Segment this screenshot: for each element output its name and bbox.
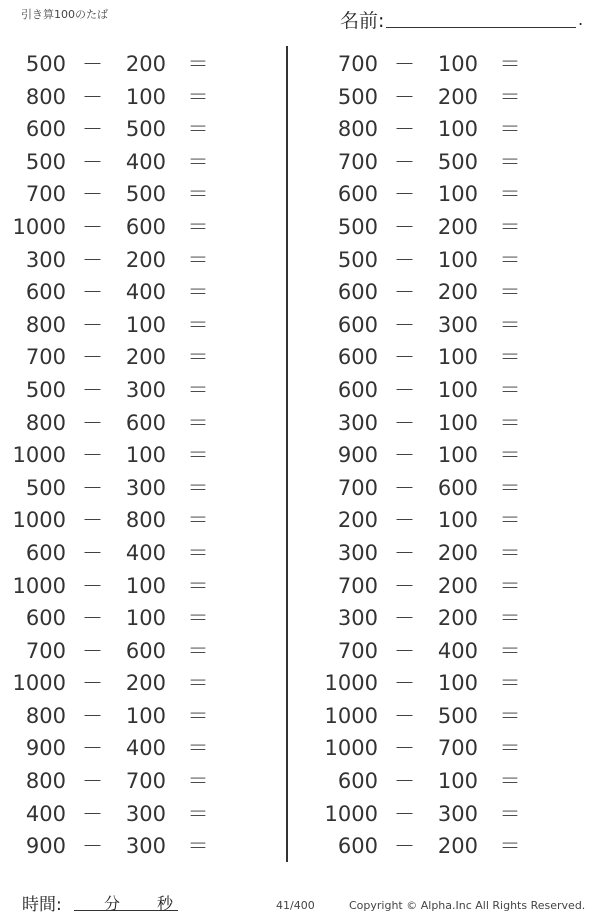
left-problem-column: [0, 48, 270, 863]
equals-sign: ＝: [187, 84, 209, 109]
equals-sign: ＝: [187, 508, 209, 533]
equals-sign: ＝: [187, 703, 209, 728]
equals-sign: ＝: [187, 573, 209, 598]
minus-sign: －: [394, 573, 415, 598]
minuend: 800: [25, 410, 66, 435]
minus-sign: －: [394, 247, 415, 272]
equals-sign: ＝: [187, 377, 209, 402]
column-divider: [286, 46, 288, 862]
minus-sign: －: [394, 443, 415, 468]
minus-sign: －: [394, 84, 415, 109]
subtrahend: 300: [125, 834, 166, 859]
equals-sign: ＝: [499, 377, 521, 402]
equals-sign: ＝: [187, 736, 209, 761]
equals-sign: ＝: [187, 247, 209, 272]
minus-sign: －: [82, 540, 103, 565]
seconds-label: 秒: [157, 894, 174, 913]
minuend: 1000: [324, 801, 378, 826]
subtrahend: 100: [437, 345, 478, 370]
equals-sign: ＝: [187, 443, 209, 468]
minus-sign: －: [82, 606, 103, 631]
subtrahend: 200: [125, 345, 166, 370]
problem-row: [312, 211, 582, 244]
minuend: 500: [25, 377, 66, 402]
equals-sign: ＝: [499, 769, 521, 794]
equals-sign: ＝: [187, 671, 209, 696]
minus-sign: －: [82, 736, 103, 761]
minuend: 600: [25, 280, 66, 305]
problem-row: [312, 537, 582, 570]
subtrahend: 100: [437, 377, 478, 402]
problem-row: [312, 113, 582, 146]
equals-sign: ＝: [499, 671, 521, 696]
minus-sign: －: [82, 247, 103, 272]
minus-sign: －: [394, 410, 415, 435]
minuend: 1000: [324, 736, 378, 761]
time-label: 時間:: [22, 895, 62, 915]
equals-sign: ＝: [499, 84, 521, 109]
equals-sign: ＝: [499, 214, 521, 239]
problem-row: [0, 374, 270, 407]
problem-row: [0, 830, 270, 863]
minus-sign: －: [394, 703, 415, 728]
problem-row: [312, 439, 582, 472]
problem-row: [0, 309, 270, 342]
minuend: 900: [25, 736, 66, 761]
minuend: 500: [337, 214, 378, 239]
equals-sign: ＝: [499, 703, 521, 728]
equals-sign: ＝: [499, 312, 521, 337]
problem-row: [0, 472, 270, 505]
problem-row: [312, 570, 582, 603]
problem-row: [312, 341, 582, 374]
subtrahend: 500: [437, 149, 478, 174]
subtrahend: 100: [437, 671, 478, 696]
subtrahend: 200: [125, 671, 166, 696]
minus-sign: －: [394, 182, 415, 207]
problem-row: [0, 276, 270, 309]
subtrahend: 600: [437, 475, 478, 500]
subtrahend: 200: [125, 247, 166, 272]
minuend: 1000: [324, 671, 378, 696]
subtrahend: 500: [437, 703, 478, 728]
problem-row: [0, 765, 270, 798]
minus-sign: －: [82, 377, 103, 402]
subtrahend: 100: [437, 182, 478, 207]
minus-sign: －: [82, 443, 103, 468]
minuend: 300: [337, 606, 378, 631]
minuend: 700: [337, 573, 378, 598]
equals-sign: ＝: [187, 801, 209, 826]
problem-row: [0, 178, 270, 211]
minuend: 500: [337, 84, 378, 109]
problem-row: [312, 504, 582, 537]
subtrahend: 600: [125, 214, 166, 239]
minuend: 600: [25, 606, 66, 631]
subtrahend: 200: [437, 834, 478, 859]
minus-sign: －: [82, 214, 103, 239]
minuend: 600: [25, 117, 66, 142]
minus-sign: －: [394, 377, 415, 402]
problem-row: [312, 635, 582, 668]
minus-sign: －: [394, 671, 415, 696]
subtrahend: 400: [437, 638, 478, 663]
subtrahend: 200: [125, 52, 166, 76]
minuend: 300: [337, 410, 378, 435]
minuend: 800: [25, 312, 66, 337]
equals-sign: ＝: [187, 606, 209, 631]
minuend: 500: [337, 247, 378, 272]
problem-row: [0, 341, 270, 374]
minus-sign: －: [394, 736, 415, 761]
equals-sign: ＝: [499, 508, 521, 533]
equals-sign: ＝: [187, 52, 209, 76]
equals-sign: ＝: [187, 214, 209, 239]
minuend: 1000: [324, 703, 378, 728]
problem-row: [0, 504, 270, 537]
subtrahend: 100: [125, 573, 166, 598]
subtrahend: 200: [437, 280, 478, 305]
minuend: 1000: [12, 573, 66, 598]
equals-sign: ＝: [499, 801, 521, 826]
problem-row: [312, 732, 582, 765]
subtrahend: 100: [125, 84, 166, 109]
minuend: 800: [25, 769, 66, 794]
minus-sign: －: [82, 345, 103, 370]
subtrahend: 100: [437, 52, 478, 76]
minuend: 200: [337, 508, 378, 533]
minuend: 700: [25, 182, 66, 207]
equals-sign: ＝: [499, 540, 521, 565]
subtrahend: 700: [125, 769, 166, 794]
equals-sign: ＝: [499, 280, 521, 305]
problem-row: [0, 211, 270, 244]
minuend: 900: [25, 834, 66, 859]
problem-row: [0, 244, 270, 277]
worksheet-title: 引き算100のたば: [21, 8, 108, 21]
equals-sign: ＝: [499, 182, 521, 207]
problem-row: [312, 765, 582, 798]
subtrahend: 500: [125, 117, 166, 142]
equals-sign: ＝: [499, 834, 521, 859]
minus-sign: －: [82, 149, 103, 174]
equals-sign: ＝: [187, 540, 209, 565]
subtrahend: 200: [437, 84, 478, 109]
name-trailing-dot: .: [578, 10, 584, 29]
minus-sign: －: [82, 638, 103, 663]
minus-sign: －: [82, 84, 103, 109]
equals-sign: ＝: [187, 475, 209, 500]
subtrahend: 300: [437, 801, 478, 826]
problem-row: [0, 667, 270, 700]
minuend: 600: [337, 345, 378, 370]
subtrahend: 300: [125, 475, 166, 500]
equals-sign: ＝: [187, 638, 209, 663]
subtrahend: 200: [437, 573, 478, 598]
subtrahend: 100: [437, 410, 478, 435]
minuend: 700: [25, 345, 66, 370]
problem-row: [312, 700, 582, 733]
subtrahend: 600: [125, 410, 166, 435]
problem-row: [0, 602, 270, 635]
minus-sign: －: [394, 769, 415, 794]
minuend: 600: [337, 280, 378, 305]
minuend: 500: [25, 475, 66, 500]
problem-row: [0, 439, 270, 472]
name-underline[interactable]: [386, 27, 576, 28]
equals-sign: ＝: [187, 834, 209, 859]
page-number: 41/400: [276, 899, 315, 912]
equals-sign: ＝: [499, 247, 521, 272]
minus-sign: －: [82, 117, 103, 142]
minus-sign: －: [394, 508, 415, 533]
minus-sign: －: [394, 540, 415, 565]
minuend: 600: [337, 834, 378, 859]
minus-sign: －: [82, 801, 103, 826]
minuend: 1000: [12, 443, 66, 468]
equals-sign: ＝: [499, 475, 521, 500]
minuend: 700: [337, 475, 378, 500]
subtrahend: 700: [437, 736, 478, 761]
problem-row: [312, 602, 582, 635]
subtrahend: 100: [125, 312, 166, 337]
subtrahend: 400: [125, 280, 166, 305]
minuend: 600: [337, 769, 378, 794]
minus-sign: －: [394, 214, 415, 239]
problem-row: [312, 667, 582, 700]
problem-row: [312, 81, 582, 114]
minus-sign: －: [394, 801, 415, 826]
minus-sign: －: [394, 638, 415, 663]
minus-sign: －: [82, 573, 103, 598]
subtrahend: 100: [125, 606, 166, 631]
subtrahend: 200: [437, 540, 478, 565]
minus-sign: －: [82, 52, 103, 76]
equals-sign: ＝: [187, 410, 209, 435]
minus-sign: －: [394, 280, 415, 305]
subtrahend: 100: [437, 443, 478, 468]
equals-sign: ＝: [499, 606, 521, 631]
problem-row: [312, 146, 582, 179]
equals-sign: ＝: [499, 573, 521, 598]
problem-row: [312, 48, 582, 81]
minuend: 1000: [12, 671, 66, 696]
minus-sign: －: [394, 606, 415, 631]
subtrahend: 100: [437, 247, 478, 272]
minuend: 300: [25, 247, 66, 272]
subtrahend: 400: [125, 540, 166, 565]
subtrahend: 100: [437, 769, 478, 794]
subtrahend: 100: [125, 703, 166, 728]
minuend: 400: [25, 801, 66, 826]
minus-sign: －: [82, 410, 103, 435]
minuend: 1000: [12, 508, 66, 533]
minuend: 700: [25, 638, 66, 663]
equals-sign: ＝: [499, 443, 521, 468]
minus-sign: －: [394, 312, 415, 337]
problem-row: [312, 472, 582, 505]
equals-sign: ＝: [499, 117, 521, 142]
minuend: 600: [337, 377, 378, 402]
problem-row: [312, 830, 582, 863]
equals-sign: ＝: [187, 345, 209, 370]
problem-row: [312, 407, 582, 440]
problem-row: [0, 48, 270, 81]
minuend: 700: [337, 149, 378, 174]
subtrahend: 300: [125, 377, 166, 402]
right-problem-column: [312, 48, 582, 863]
minus-sign: －: [394, 117, 415, 142]
problem-row: [0, 407, 270, 440]
minus-sign: －: [394, 52, 415, 76]
minus-sign: －: [394, 345, 415, 370]
minuend: 600: [337, 182, 378, 207]
equals-sign: ＝: [187, 182, 209, 207]
problem-row: [0, 732, 270, 765]
problem-row: [312, 309, 582, 342]
minus-sign: －: [82, 834, 103, 859]
equals-sign: ＝: [187, 149, 209, 174]
minus-sign: －: [82, 703, 103, 728]
problem-row: [312, 244, 582, 277]
equals-sign: ＝: [499, 345, 521, 370]
problem-row: [0, 635, 270, 668]
equals-sign: ＝: [499, 736, 521, 761]
subtrahend: 100: [125, 443, 166, 468]
minus-sign: －: [394, 834, 415, 859]
equals-sign: ＝: [187, 117, 209, 142]
minuend: 800: [337, 117, 378, 142]
minuend: 700: [337, 52, 378, 76]
subtrahend: 100: [437, 508, 478, 533]
copyright-notice: Copyright © Alpha.Inc All Rights Reserved.: [349, 899, 586, 912]
problem-row: [0, 146, 270, 179]
problem-row: [0, 798, 270, 831]
minuend: 800: [25, 703, 66, 728]
minus-sign: －: [82, 182, 103, 207]
minus-sign: －: [394, 475, 415, 500]
equals-sign: ＝: [499, 638, 521, 663]
minuend: 1000: [12, 214, 66, 239]
minuend: 600: [337, 312, 378, 337]
problem-row: [0, 700, 270, 733]
minus-sign: －: [82, 312, 103, 337]
problem-row: [312, 798, 582, 831]
subtrahend: 400: [125, 736, 166, 761]
equals-sign: ＝: [499, 52, 521, 76]
minus-sign: －: [82, 671, 103, 696]
problem-row: [312, 374, 582, 407]
subtrahend: 600: [125, 638, 166, 663]
minus-sign: －: [394, 149, 415, 174]
name-field[interactable]: [340, 6, 585, 32]
subtrahend: 200: [437, 214, 478, 239]
minus-sign: －: [82, 280, 103, 305]
problem-row: [0, 113, 270, 146]
problem-row: [0, 537, 270, 570]
minus-sign: －: [82, 769, 103, 794]
minuend: 500: [25, 52, 66, 76]
subtrahend: 800: [125, 508, 166, 533]
equals-sign: ＝: [187, 312, 209, 337]
minuend: 500: [25, 149, 66, 174]
problem-row: [0, 570, 270, 603]
minuend: 300: [337, 540, 378, 565]
problem-row: [312, 178, 582, 211]
minuend: 700: [337, 638, 378, 663]
subtrahend: 400: [125, 149, 166, 174]
problem-row: [312, 276, 582, 309]
name-label: 名前:: [340, 10, 385, 32]
subtrahend: 300: [437, 312, 478, 337]
minus-sign: －: [82, 475, 103, 500]
problem-row: [0, 81, 270, 114]
minuend: 900: [337, 443, 378, 468]
minuend: 600: [25, 540, 66, 565]
minuend: 800: [25, 84, 66, 109]
minus-sign: －: [82, 508, 103, 533]
equals-sign: ＝: [499, 149, 521, 174]
equals-sign: ＝: [187, 280, 209, 305]
subtrahend: 200: [437, 606, 478, 631]
subtrahend: 500: [125, 182, 166, 207]
equals-sign: ＝: [499, 410, 521, 435]
subtrahend: 300: [125, 801, 166, 826]
minutes-label: 分: [104, 894, 121, 913]
equals-sign: ＝: [187, 769, 209, 794]
subtrahend: 100: [437, 117, 478, 142]
